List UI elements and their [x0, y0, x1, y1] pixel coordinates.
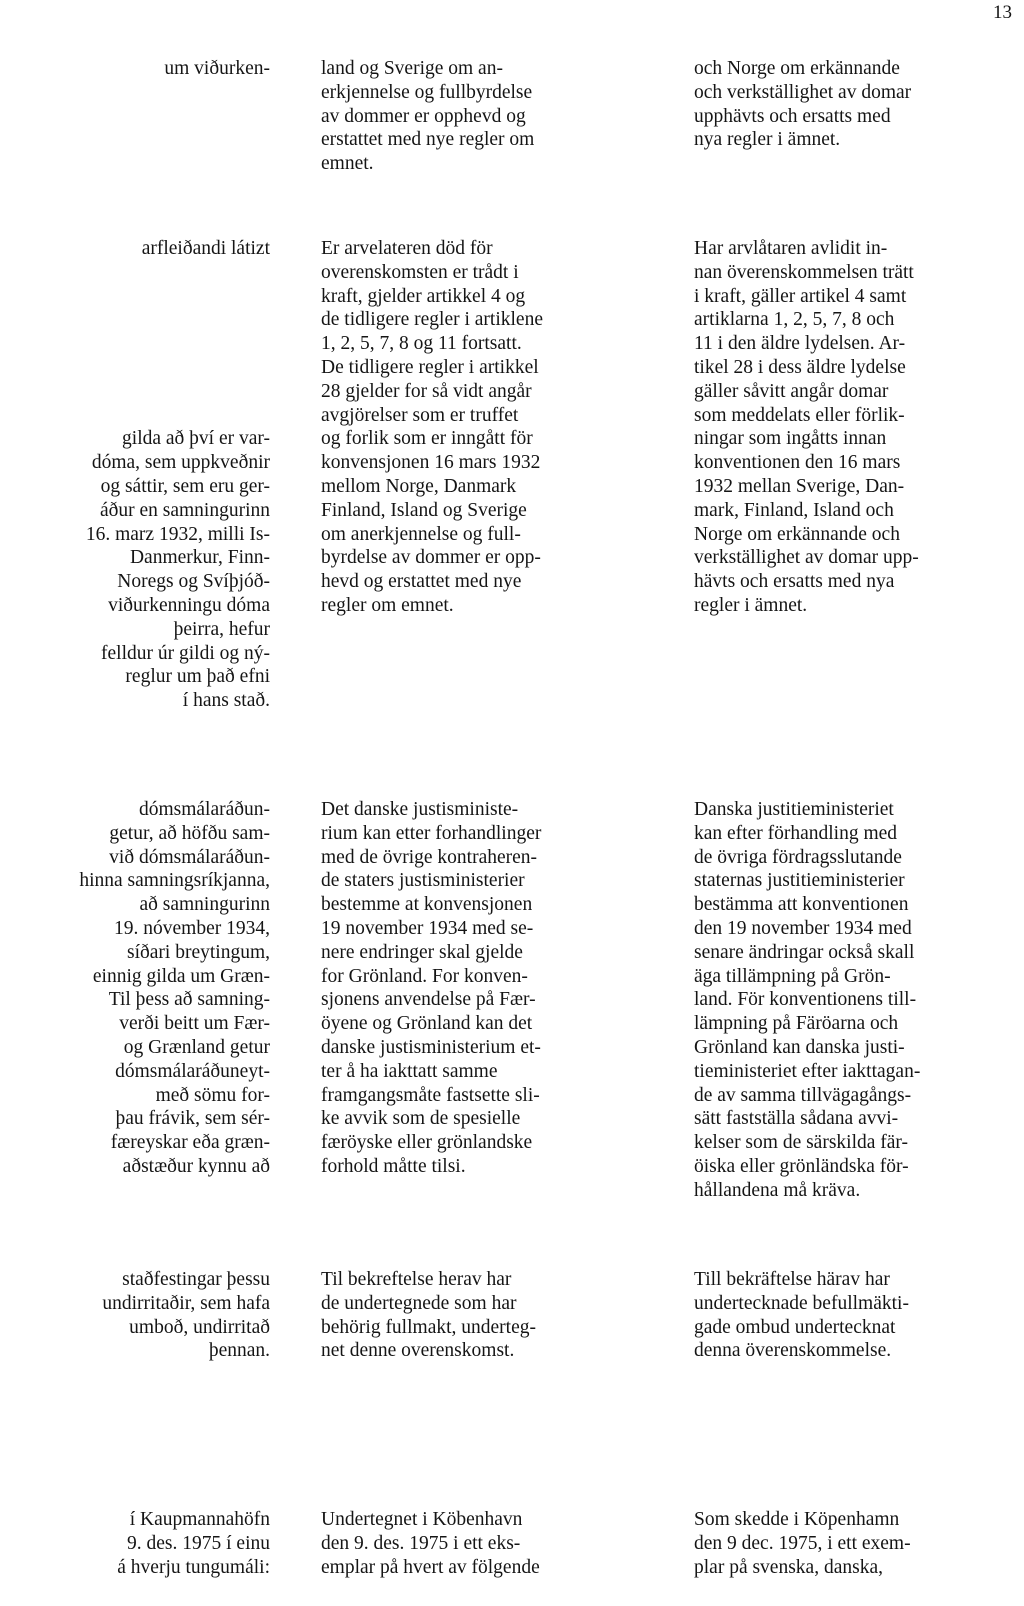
text-line: upphävts och ersatts med: [694, 105, 891, 127]
block-2-icelandic-column: [14, 237, 270, 713]
text-line: Danska justitieministeriet: [694, 799, 894, 820]
text-line: plar på svenska, danska,: [694, 1556, 883, 1578]
text-line: arfleiðandi látizt: [141, 238, 270, 259]
text-line: nya regler i ämnet.: [694, 129, 841, 151]
text-line: ke avvik som de spesielle: [321, 1108, 521, 1130]
block-4-norwegian-column: [321, 1268, 651, 1363]
text-line: og forlik som er inngått för: [321, 428, 533, 450]
text-line: Det danske justisministe-: [321, 799, 519, 820]
text-line: land. För konventionens till-: [694, 989, 917, 1011]
text-line: öiska eller grönländska för-: [694, 1155, 909, 1177]
text-line: 16. marz 1932, milli Is-: [85, 523, 270, 545]
text-line: av dommer er opphevd og: [321, 105, 526, 127]
text-line: om anerkjennelse og full-: [321, 523, 521, 545]
text-line: byrdelse av dommer er opp-: [321, 547, 541, 569]
block-4-swedish-column: [694, 1268, 1020, 1363]
text-line: konventionen den 16 mars: [694, 452, 901, 474]
text-line: hinna samningsríkjanna,: [79, 870, 270, 892]
text-line: verkställighet av domar upp-: [694, 547, 919, 569]
text-line: dóma, sem uppkveðnir: [91, 452, 270, 474]
text-line: regler om emnet.: [321, 594, 454, 616]
text-line: hävts och ersatts med nya: [694, 571, 895, 593]
text-line: hållandena må kräva.: [694, 1179, 861, 1201]
text-line: staternas justitieministerier: [694, 870, 905, 892]
text-line: sjonens anvendelse på Fær-: [321, 989, 536, 1011]
text-line: 19. nóvember 1934,: [114, 917, 270, 939]
block-3-icelandic-column: [14, 798, 270, 1179]
text-line: emplar på hvert av fölgende: [321, 1556, 540, 1578]
text-line: með sömu for-: [155, 1084, 270, 1106]
text-line: mark, Finland, Island och: [694, 499, 894, 521]
text-line: einnig gilda um Græn-: [92, 965, 270, 987]
text-line: i kraft, gäller artikel 4 samt: [694, 285, 907, 307]
text-line: erstattet med nye regler om: [321, 129, 535, 151]
text-line: undertecknade befullmäkti-: [694, 1292, 909, 1314]
text-line: dómsmálaráðun-: [138, 799, 270, 820]
text-line: reglur um það efni: [125, 666, 270, 688]
text-line: nere endringer skal gjelde: [321, 941, 523, 963]
block-1-norwegian-column: [321, 57, 651, 176]
text-line: de av samma tillvägagångs-: [694, 1084, 912, 1106]
text-line: emnet.: [321, 153, 374, 175]
text-line: den 19 november 1934 med: [694, 917, 912, 939]
text-line: Till bekräftelse härav har: [694, 1269, 890, 1290]
text-line: behörig fullmakt, underteg-: [321, 1316, 536, 1338]
text-line: færeyskar eða græn-: [110, 1132, 270, 1154]
text-line: Har arvlåtaren avlidit in-: [694, 238, 888, 259]
text-line: de tidligere regler i artiklene: [321, 309, 543, 331]
text-line: avgjörelser som er truffet: [321, 404, 519, 426]
text-line: 1, 2, 5, 7, 8 og 11 fortsatt.: [321, 333, 522, 355]
text-line: að samningurinn: [139, 894, 270, 916]
block-2-norwegian-column: [321, 237, 651, 618]
text-line: De tidligere regler i artikkel: [321, 356, 539, 378]
text-line: konvensjonen 16 mars 1932: [321, 452, 541, 474]
text-line: 28 gjelder for så vidt angår: [321, 380, 532, 402]
text-line: umboð, undirritað: [129, 1316, 270, 1338]
text-line: tikel 28 i dess äldre lydelse: [694, 356, 906, 378]
text-line: þennan.: [208, 1340, 270, 1362]
block-5-norwegian-column: [321, 1508, 651, 1579]
text-line: [14, 404, 270, 428]
text-line: í Kaupmannahöfn: [129, 1509, 270, 1530]
text-line: dómsmálaráðuneyt-: [115, 1060, 270, 1082]
text-line: Danmerkur, Finn-: [129, 547, 270, 569]
text-line: tieministeriet efter iakttagan-: [694, 1060, 921, 1082]
text-line: senare ändringar också skall: [694, 941, 915, 963]
text-line: ter å ha iakttatt samme: [321, 1060, 498, 1082]
text-line: lämpning på Färöarna och: [694, 1013, 899, 1035]
text-line: [14, 285, 270, 309]
text-line: áður en samningurinn: [99, 499, 270, 521]
text-line: de övriga fördragsslutande: [694, 846, 902, 868]
text-line: felldur úr gildi og ný-: [101, 642, 270, 664]
text-line: 1932 mellan Sverige, Dan-: [694, 475, 905, 497]
text-line: de undertegnede som har: [321, 1292, 517, 1314]
block-4-icelandic-column: [14, 1268, 270, 1363]
text-line: staðfestingar þessu: [122, 1269, 270, 1290]
page-number: 13: [993, 2, 1012, 23]
text-line: og sáttir, sem eru ger-: [100, 475, 270, 497]
text-line: undirritaðir, sem hafa: [102, 1292, 270, 1314]
text-line: gäller såvitt angår domar: [694, 380, 889, 402]
text-line: 19 november 1934 med se-: [321, 917, 534, 939]
text-line: gilda að því er var-: [122, 428, 270, 450]
text-line: Til bekreftelse herav har: [321, 1269, 512, 1290]
text-line: aðstæður kynnu að: [122, 1155, 270, 1177]
text-line: äga tillämpning på Grön-: [694, 965, 891, 987]
text-line: Til þess að samning-: [108, 989, 270, 1011]
text-line: framgangsmåte fastsette sli-: [321, 1084, 540, 1106]
text-line: net denne overenskomst.: [321, 1340, 515, 1362]
text-line: á hverju tungumáli:: [117, 1556, 270, 1578]
text-line: verði beitt um Fær-: [119, 1013, 270, 1035]
text-line: [14, 332, 270, 356]
text-line: hevd og erstattet med nye: [321, 571, 522, 593]
text-line: kraft, gjelder artikkel 4 og: [321, 285, 526, 307]
text-line: artiklarna 1, 2, 5, 7, 8 och: [694, 309, 895, 331]
text-line: Noregs og Svíþjóð-: [117, 571, 270, 593]
block-5-icelandic-column: [14, 1508, 270, 1579]
text-line: forhold måtte tilsi.: [321, 1155, 466, 1177]
text-line: 9. des. 1975 í einu: [127, 1532, 270, 1554]
text-line: och verkställighet av domar: [694, 81, 912, 103]
text-line: getur, að höfðu sam-: [109, 822, 270, 844]
text-line: þau frávik, sem sér-: [115, 1108, 270, 1130]
block-5-swedish-column: [694, 1508, 1020, 1579]
text-line: um viðurken-: [164, 58, 270, 79]
text-line: [14, 356, 270, 380]
text-line: mellom Norge, Danmark: [321, 475, 517, 497]
text-line: Undertegnet i Köbenhavn: [321, 1509, 523, 1530]
text-line: [14, 380, 270, 404]
block-1-icelandic-column: [14, 57, 270, 81]
text-line: rium kan etter forhandlinger: [321, 822, 542, 844]
text-line: kan efter förhandling med: [694, 822, 898, 844]
text-line: denna överenskommelse.: [694, 1340, 892, 1362]
text-line: Norge om erkännande och: [694, 523, 900, 545]
text-line: Er arvelateren död för: [321, 238, 493, 259]
text-line: erkjennelse og fullbyrdelse: [321, 81, 533, 103]
text-line: [14, 308, 270, 332]
text-line: med de övrige kontraheren-: [321, 846, 538, 868]
text-line: færöyske eller grönlandske: [321, 1132, 533, 1154]
text-line: þeirra, hefur: [173, 618, 270, 640]
text-line: danske justisministerium et-: [321, 1036, 541, 1058]
text-line: land og Sverige om an-: [321, 58, 503, 79]
block-3-swedish-column: [694, 798, 1020, 1203]
text-line: regler i ämnet.: [694, 594, 808, 616]
text-line: viðurkenningu dóma: [108, 594, 270, 616]
block-1-swedish-column: [694, 57, 1020, 152]
text-line: bestämma att konventionen: [694, 894, 909, 916]
block-3-norwegian-column: [321, 798, 651, 1179]
text-line: í hans stað.: [182, 690, 270, 712]
text-line: overenskomsten er trådt i: [321, 261, 519, 283]
text-line: de staters justisministerier: [321, 870, 525, 892]
text-line: 11 i den äldre lydelsen. Ar-: [694, 333, 906, 355]
text-line: nan överenskommelsen trätt: [694, 261, 914, 283]
block-2-swedish-column: [694, 237, 1020, 618]
text-line: kelser som de särskilda fär-: [694, 1132, 909, 1154]
text-line: síðari breytingum,: [127, 941, 270, 963]
text-line: bestemme at konvensjonen: [321, 894, 533, 916]
text-line: Grönland kan danska justi-: [694, 1036, 905, 1058]
text-line: den 9. des. 1975 i ett eks-: [321, 1532, 521, 1554]
text-line: och Norge om erkännande: [694, 58, 900, 79]
text-line: som meddelats eller förlik-: [694, 404, 905, 426]
text-line: gade ombud undertecknat: [694, 1316, 896, 1338]
text-line: [14, 261, 270, 285]
text-line: Finland, Island og Sverige: [321, 499, 527, 521]
text-line: ningar som ingåtts innan: [694, 428, 887, 450]
text-line: og Grænland getur: [123, 1036, 270, 1058]
text-line: Som skedde i Köpenhamn: [694, 1509, 900, 1530]
text-line: sätt fastställa sådana avvi-: [694, 1108, 899, 1130]
text-line: den 9 dec. 1975, i ett exem-: [694, 1532, 911, 1554]
text-line: öyene og Grönland kan det: [321, 1013, 533, 1035]
text-line: for Grönland. For konven-: [321, 965, 528, 987]
text-line: við dómsmálaráðun-: [109, 846, 270, 868]
